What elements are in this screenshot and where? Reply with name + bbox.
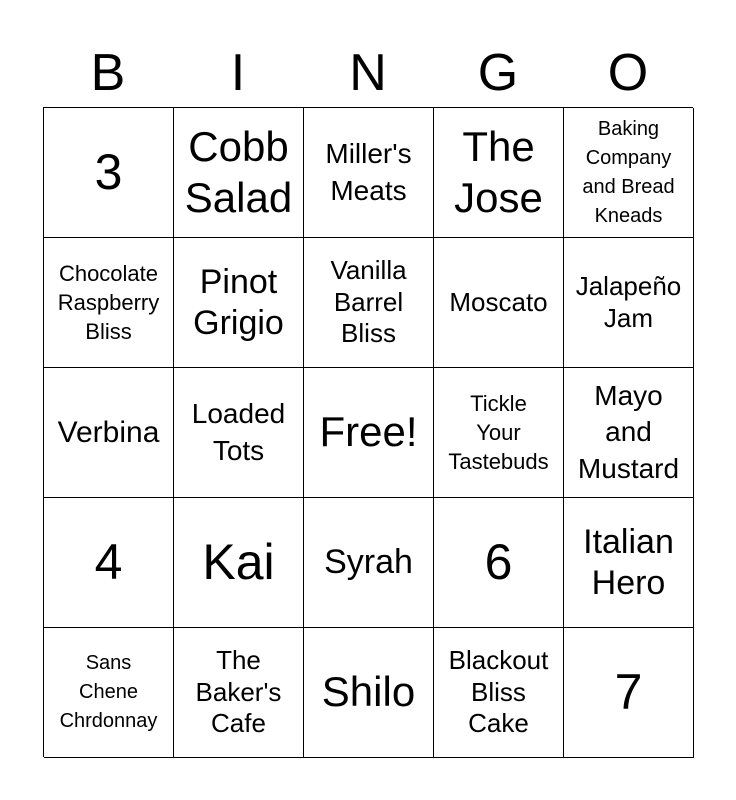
cell-text: Moscato [449, 286, 548, 317]
cell-text: Jalapeño Jam [575, 270, 682, 333]
cell-text: Cobb Salad [184, 123, 293, 221]
bingo-cell-r1-c1[interactable] [44, 108, 174, 238]
cell-text: Blackout Bliss Cake [448, 644, 549, 739]
bingo-cell-r1-c5[interactable] [564, 108, 694, 238]
cell-text: Sans Chene Chrdonnay [59, 652, 158, 732]
cell-text: Chocolate Raspberry Bliss [57, 260, 160, 345]
cell-text: Mayo and Mustard [577, 379, 680, 484]
bingo-cell-r4-c3[interactable] [304, 498, 434, 628]
bingo-cell-r3-c4[interactable] [434, 368, 564, 498]
header-letter-n: N [349, 44, 387, 102]
cell-text: Syrah [324, 543, 413, 582]
header-letter-b: B [90, 44, 126, 102]
cell-text: Loaded Tots [191, 398, 286, 466]
cell-text: The Jose [454, 123, 543, 221]
cell-text: Italian Hero [583, 523, 674, 602]
bingo-cell-r1-c3[interactable] [304, 108, 434, 238]
bingo-cell-r5-c2[interactable] [174, 628, 304, 758]
cell-text: Verbina [57, 415, 160, 449]
bingo-cell-r4-c5[interactable] [564, 498, 694, 628]
bingo-cell-r5-c1[interactable] [44, 628, 174, 758]
bingo-cell-r2-c4[interactable] [434, 238, 564, 368]
header-letter-o: O [607, 44, 649, 102]
bingo-cell-r2-c5[interactable] [564, 238, 694, 368]
bingo-cell-r3-c5[interactable] [564, 368, 694, 498]
cell-text: Miller's Meats [325, 138, 412, 206]
free-space: Free! [319, 408, 418, 456]
bingo-card-grid [43, 107, 693, 757]
bingo-cell-r5-c4[interactable] [434, 628, 564, 758]
header-letter-i: I [230, 44, 246, 102]
cell-text: Tickle Your Tastebuds [448, 390, 549, 475]
cell-text: Shilo [321, 668, 416, 716]
bingo-header [43, 38, 693, 108]
header-letter-g: G [477, 44, 519, 102]
bingo-cell-r3-c2[interactable] [174, 368, 304, 498]
bingo-cell-r1-c2[interactable] [174, 108, 304, 238]
bingo-cell-r3-c3[interactable] [304, 368, 434, 498]
cell-text: The Baker's Cafe [195, 644, 282, 739]
cell-text: 4 [94, 533, 123, 590]
bingo-cell-r3-c1[interactable] [44, 368, 174, 498]
bingo-cell-r5-c5[interactable] [564, 628, 694, 758]
bingo-cell-r2-c3[interactable] [304, 238, 434, 368]
cell-text: Pinot Grigio [193, 263, 284, 342]
bingo-cell-r4-c1[interactable] [44, 498, 174, 628]
bingo-cell-r1-c4[interactable] [434, 108, 564, 238]
cell-text: 3 [94, 143, 123, 200]
cell-text: Baking Company and Bread Kneads [582, 117, 675, 227]
cell-text: 6 [484, 533, 513, 590]
bingo-cell-r4-c4[interactable] [434, 498, 564, 628]
cell-text: Kai [202, 533, 275, 590]
cell-text: Vanilla Barrel Bliss [330, 254, 407, 349]
cell-text: 7 [614, 663, 643, 720]
bingo-cell-r4-c2[interactable] [174, 498, 304, 628]
bingo-cell-r5-c3[interactable] [304, 628, 434, 758]
bingo-cell-r2-c1[interactable] [44, 238, 174, 368]
bingo-cell-r2-c2[interactable] [174, 238, 304, 368]
